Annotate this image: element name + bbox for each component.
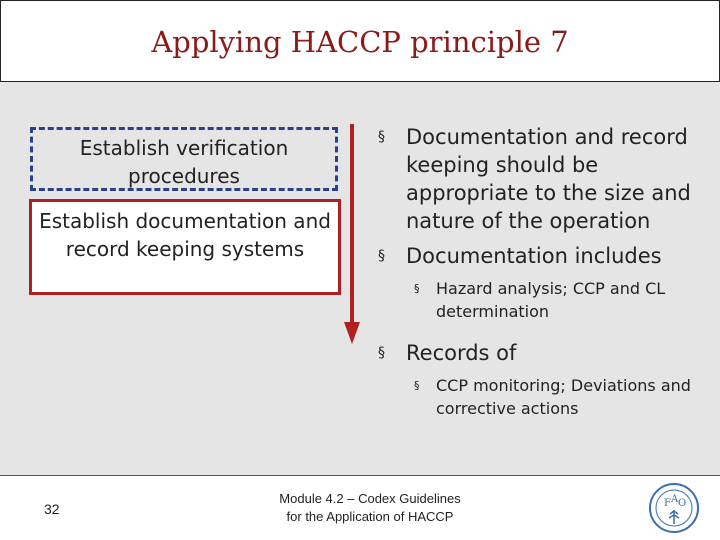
logo-letter: O: [678, 498, 687, 509]
bullet-marker: §: [378, 345, 385, 361]
page-number: 32: [44, 501, 60, 517]
fao-logo-icon: [648, 482, 700, 534]
bullet-item: [378, 242, 708, 270]
documentation-label: Establish documentation and record keeping systems: [39, 209, 331, 261]
logo-letter: F: [664, 498, 671, 509]
footer-text: [230, 490, 510, 526]
footer-line-2: for the Application of HACCP: [286, 509, 454, 524]
documentation-box: [29, 199, 341, 295]
sub-bullet-item: [378, 277, 708, 323]
slide-title: Applying HACCP principle 7: [151, 25, 569, 59]
logo-letter: A: [671, 494, 679, 505]
down-arrow-icon: [344, 124, 360, 344]
bullet-text: Documentation and record keeping should be appropriate to the size and nature of the operation: [406, 125, 691, 233]
bullet-list: [378, 123, 708, 436]
verification-procedures-label: Establish verification procedures: [79, 136, 289, 188]
bullet-text: Documentation includes: [406, 244, 662, 268]
bullet-text: Hazard analysis; CCP and CL determination: [436, 279, 666, 321]
bullet-marker: §: [378, 129, 385, 145]
sub-bullet-item: [378, 374, 708, 420]
title-bar: [0, 0, 720, 82]
bullet-item: [378, 339, 708, 367]
bullet-marker: §: [414, 282, 420, 295]
bullet-marker: §: [414, 379, 420, 392]
bullet-text: CCP monitoring; Deviations and corrective actions: [436, 376, 691, 418]
footer-line-1: Module 4.2 – Codex Guidelines: [279, 491, 461, 506]
bullet-marker: §: [378, 248, 385, 264]
verification-procedures-box: [30, 127, 338, 191]
bullet-text: Records of: [406, 341, 517, 365]
footer-divider: [0, 475, 720, 476]
bullet-item: [378, 123, 708, 235]
